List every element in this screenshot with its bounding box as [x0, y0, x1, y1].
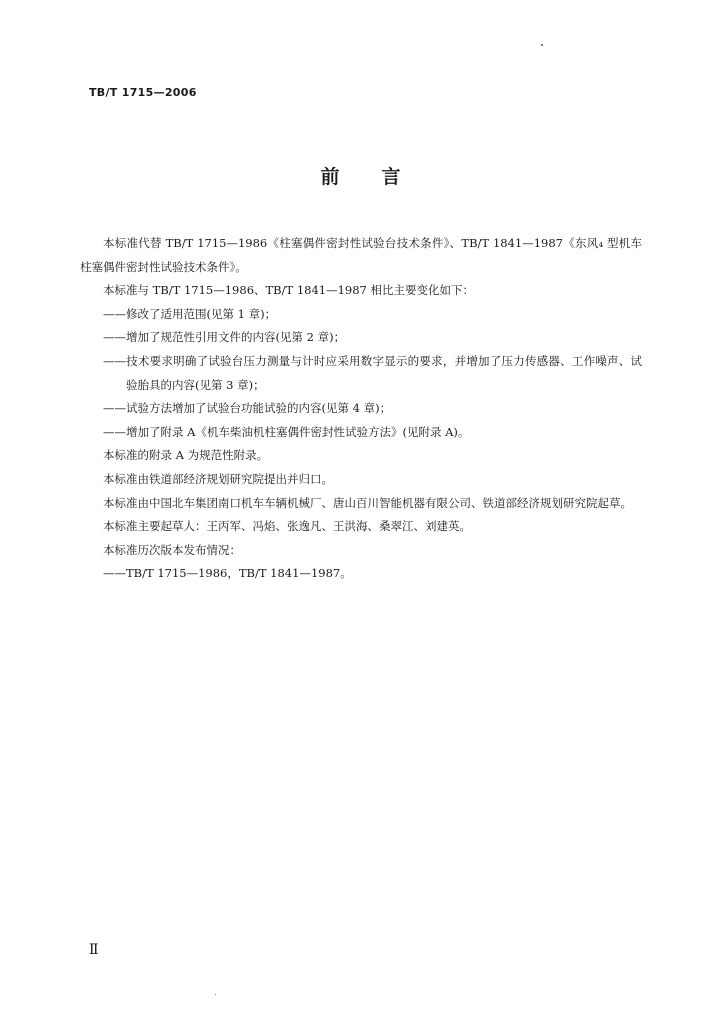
scan-speck [215, 994, 216, 995]
standard-number: TB/T 1715—2006 [89, 86, 197, 99]
paragraph-drafted-by: 本标准由中国北车集团南口机车车辆机械厂、唐山百川智能机器有限公司、铁道部经济规划研究院起草。 [103, 495, 632, 510]
list-item: ——修改了适用范围(见第 1 章)； [103, 306, 277, 321]
list-item: ——增加了规范性引用文件的内容(见第 2 章)； [103, 330, 346, 345]
paragraph-changes-intro: 本标准与 TB/T 1715—1986、TB/T 1841—1987 相比主要变化如下： [103, 283, 475, 298]
page-number: Ⅱ [89, 942, 99, 958]
title-char-2: 言 [381, 166, 401, 188]
list-item: ——技术要求明确了试验台压力测量与计时应采用数字显示的要求，并增加了压力传感器、工作噪声、试验胎具的内容(见第 3 章)； [103, 353, 642, 392]
list-item: ——试验方法增加了试验台功能试验的内容(见第 4 章)； [103, 401, 392, 416]
paragraph-annex: 本标准的附录 A 为规范性附录。 [103, 448, 269, 463]
list-item: ——增加了附录 A《机车柴油机柱塞偶件密封性试验方法》(见附录 A)。 [103, 424, 470, 439]
paragraph-proposed-by: 本标准由铁道部经济规划研究院提出并归口。 [103, 471, 333, 486]
scan-speck [541, 44, 543, 46]
foreword-body [80, 232, 642, 586]
paragraph-history: 本标准历次版本发布情况： [103, 542, 241, 557]
page-title [0, 162, 721, 189]
list-item: ——TB/T 1715—1986，TB/T 1841—1987。 [103, 566, 352, 581]
title-char-1: 前 [320, 166, 340, 188]
paragraph-drafters: 本标准主要起草人：王丙军、冯焰、张逸凡、王洪海、桑翠江、刘建英。 [103, 519, 471, 534]
paragraph-replaces: 本标准代替 TB/T 1715—1986《柱塞偶件密封性试验台技术条件》、TB/T 1841—1987《东风₄ 型机车柱塞偶件密封性试验技术条件》。 [80, 236, 642, 274]
